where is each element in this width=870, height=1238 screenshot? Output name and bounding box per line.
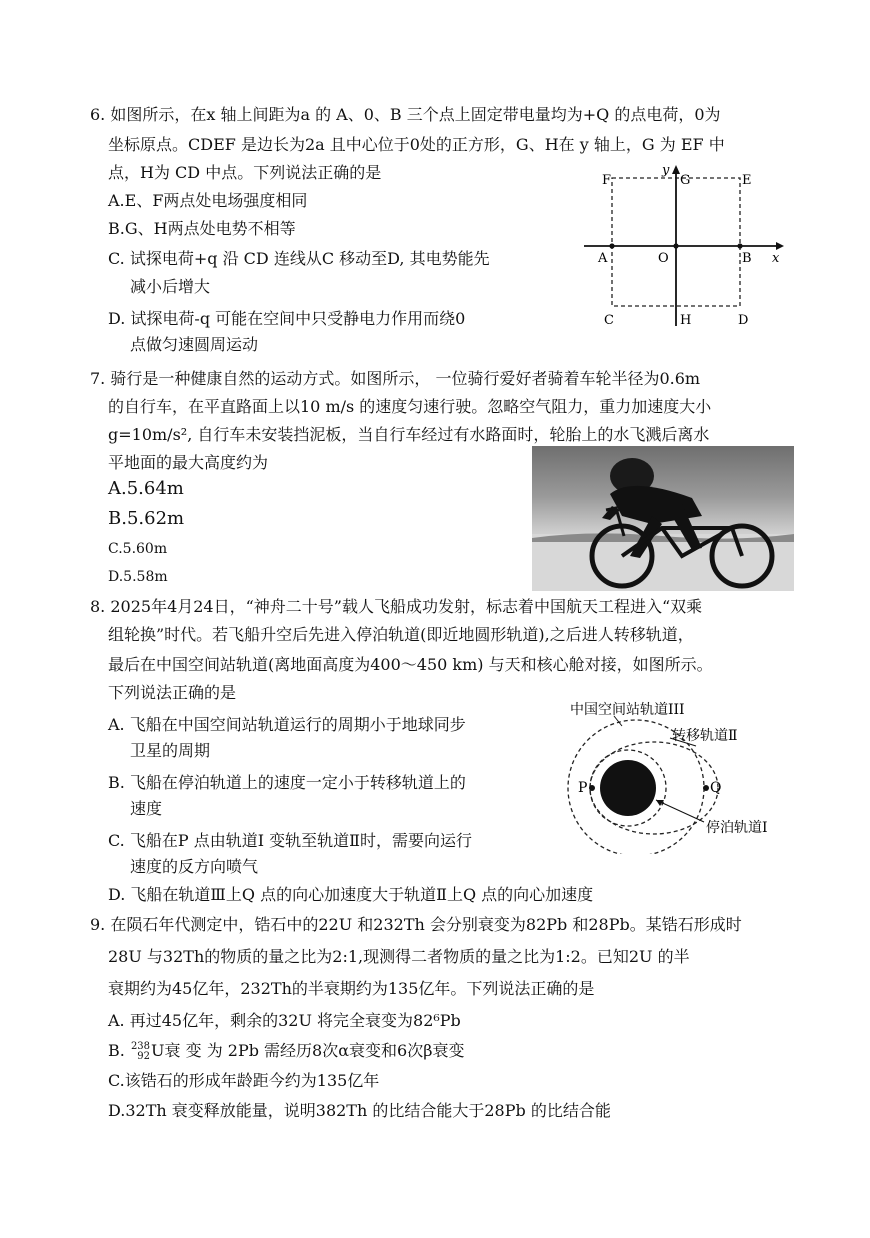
q9-option-b [108,1040,464,1062]
q9-option-d: D.32Th 衰变释放能量，说明382Th 的比结合能大于28Pb 的比结合能 [108,1101,611,1120]
label-e: E [742,173,752,188]
orbit-2-label: 转移轨道Ⅱ [672,728,738,744]
x-axis-arrow [776,242,784,250]
q7-option-c: C.5.60m [108,541,168,557]
q9-stem-line-2: 28U 与32Th的物质的量之比为2:1,现测得二者物质的量之比为1:2。已知2U 的半 [108,947,690,966]
point-p [589,785,595,791]
label-c: C [604,313,614,328]
q9-stem-line-1: 9. 在陨石年代测定中，锆石中的22U 和232Th 会分别衰变为82Pb 和28Pb。某锆石形成时 [90,915,742,934]
q8-stem-line-4: 下列说法正确的是 [108,683,237,702]
orbit-1-pointer [656,800,704,822]
q8-option-d: D. 飞船在轨道Ⅲ上Q 点的向心加速度大于轨道Ⅱ上Q 点的向心加速度 [108,885,594,904]
q7-option-b: B.5.62m [108,508,185,529]
q7-stem-line-4: 平地面的最大高度约为 [108,453,269,472]
label-a: A [598,251,608,266]
label-g: G [680,173,691,188]
nuclide-atomic-number: 92 [137,1050,151,1062]
q8-stem-line-3: 最后在中国空间站轨道(离地面高度为400～450 km) 与天和核心舱对接，如图所示。 [108,655,713,674]
q6-option-b: B.G、H两点处电势不相等 [108,219,296,238]
q6-option-c-line-2: 减小后增大 [130,277,211,296]
q9-option-b-rest: 衰 变 为 2Pb 需经历8次α衰变和6次β衰变 [164,1041,465,1060]
q6-option-a: A.E、F两点处电场强度相同 [108,191,308,210]
cyclist-photo [532,446,794,591]
q6-stem-line-1: 6. 如图所示，在x 轴上间距为a 的 A、0、B 三个点上固定带电量均为+Q 的点电荷，0为 [90,105,721,124]
q7-stem-line-2: 的自行车，在平直路面上以10 m/s 的速度匀速行驶。忽略空气阻力，重力加速度大小 [108,397,712,416]
q8-option-b-line-2: 速度 [130,799,163,818]
q6-square-diagram [580,160,792,332]
q8-stem-line-2: 组轮换”时代。若飞船升空后先进入停泊轨道(即近地圆形轨道),之后进人转移轨道， [108,625,694,644]
point-q [703,785,709,791]
q7-stem-line-3: g=10m/s², 自行车未安装挡泥板，当自行车经过有水路面时，轮胎上的水飞溅后离水 [108,425,710,444]
q6-stem-line-3: 点，H为 CD 中点。下列说法正确的是 [108,163,382,182]
q8-orbit-diagram [556,696,796,854]
label-h: H [680,313,692,328]
label-q: Q [710,780,722,796]
label-p: P [578,780,588,796]
q8-option-c-line-1: C. 飞船在P 点由轨道I 变轨至轨道Ⅱ时，需要向运行 [108,831,472,850]
label-y: y [662,163,670,178]
label-f: F [602,173,612,188]
q7-option-a: A.5.64m [108,478,184,499]
q9-option-b-prefix: B. [108,1041,125,1060]
y-axis-arrow [672,165,680,174]
point-b [737,243,742,248]
q9-option-a: A. 再过45亿年，剩余的32U 将完全衰变为82⁶Pb [108,1011,461,1030]
q8-option-c-line-2: 速度的反方向喷气 [130,857,259,876]
orbit-3-label: 中国空间站轨道III [570,702,685,718]
q8-option-a-line-2: 卫星的周期 [130,741,211,760]
orbit-1-label: 停泊轨道I [706,820,768,836]
q8-option-a-line-1: A. 飞船在中国空间站轨道运行的周期小于地球同步 [108,715,466,734]
q6-option-d-line-2: 点做匀速圆周运动 [130,335,259,354]
earth [600,760,656,816]
label-x: x [772,251,780,266]
q7-option-d: D.5.58m [108,569,168,585]
label-d: D [738,313,749,328]
point-a [609,243,614,248]
label-o: O [658,251,669,266]
q9-option-c: C.该锆石的形成年龄距今约为135亿年 [108,1071,380,1090]
nuclide-symbol: U [151,1041,165,1060]
nuclide-mass-number: 238 [130,1040,151,1052]
q8-option-b-line-1: B. 飞船在停泊轨道上的速度一定小于转移轨道上的 [108,773,466,792]
cyclist-silhouette [532,446,794,591]
q7-stem-line-1: 7. 骑行是一种健康自然的运动方式。如图所示， 一位骑行爱好者骑着车轮半径为0.6m [90,369,701,388]
q8-stem-line-1: 8. 2025年4月24日，“神舟二十号”载人飞船成功发射，标志着中国航天工程进入“双乘 [90,597,703,616]
point-o [673,243,678,248]
q6-option-d-line-1: D. 试探电荷-q 可能在空间中只受静电力作用而绕0 [108,309,466,328]
q6-stem-line-2: 坐标原点。CDEF 是边长为2a 且中心位于0处的正方形，G、H在 y 轴上，G 为 EF 中 [108,135,725,154]
q9-stem-line-3: 衰期约为45亿年，232Th的半衰期约为135亿年。下列说法正确的是 [108,979,595,998]
nuclide-notation [131,1042,150,1062]
q6-option-c-line-1: C. 试探电荷+q 沿 CD 连线从C 移动至D, 其电势能先 [108,249,490,268]
label-b: B [742,251,752,266]
